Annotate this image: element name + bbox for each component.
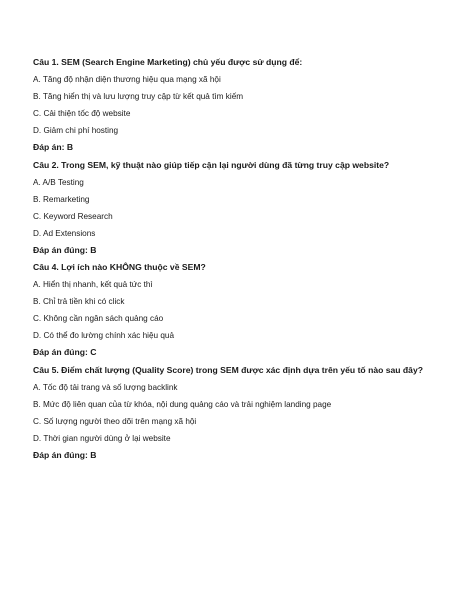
answer-key: Đáp án đúng: C — [33, 347, 97, 357]
quiz-content — [33, 57, 453, 461]
answer-option: A. Tăng độ nhận diện thương hiệu qua mạng xã hội — [33, 75, 221, 84]
answer-option: D. Có thể đo lường chính xác hiệu quả — [33, 331, 175, 340]
answer-option: C. Keyword Research — [33, 211, 113, 221]
answer-option: D. Thời gian người dùng ở lại website — [33, 433, 171, 443]
answer-option: D. Giảm chi phí hosting — [33, 126, 119, 135]
question-block — [33, 262, 453, 358]
answer-option: B. Remarketing — [33, 194, 90, 204]
answer-option: B. Chỉ trả tiền khi có click — [33, 297, 125, 306]
answer-option: C. Không cần ngân sách quảng cáo — [33, 314, 164, 323]
question-text: Câu 5. Điểm chất lượng (Quality Score) trong SEM được xác định dựa trên yếu tố nào sau đây? — [33, 364, 423, 375]
answer-option: D. Ad Extensions — [33, 228, 96, 238]
answer-option: B. Tăng hiển thị và lưu lượng truy cập từ kết quả tìm kiếm — [33, 92, 244, 101]
answer-option: B. Mức độ liên quan của từ khóa, nội dung quảng cáo và trải nghiệm landing page — [33, 399, 332, 409]
question-block — [33, 160, 453, 256]
question-block — [33, 365, 453, 461]
answer-option: A. Tốc độ tải trang và số lượng backlink — [33, 382, 178, 392]
answer-option: A. Hiển thị nhanh, kết quả tức thì — [33, 280, 153, 289]
question-text: Câu 4. Lợi ích nào KHÔNG thuộc về SEM? — [33, 262, 206, 272]
question-text: Câu 2. Trong SEM, kỹ thuật nào giúp tiếp cận lại người dùng đã từng truy cập website? — [33, 159, 390, 170]
question-text: Câu 1. SEM (Search Engine Marketing) chủ yếu được sử dụng để: — [33, 57, 303, 67]
answer-option: C. Cải thiện tốc độ website — [33, 109, 131, 118]
answer-key: Đáp án: B — [33, 142, 74, 152]
answer-option: A. A/B Testing — [33, 177, 84, 187]
answer-key: Đáp án đúng: B — [33, 449, 97, 460]
answer-key: Đáp án đúng: B — [33, 244, 97, 255]
answer-option: C. Số lượng người theo dõi trên mạng xã hội — [33, 416, 197, 426]
question-block — [33, 57, 453, 153]
